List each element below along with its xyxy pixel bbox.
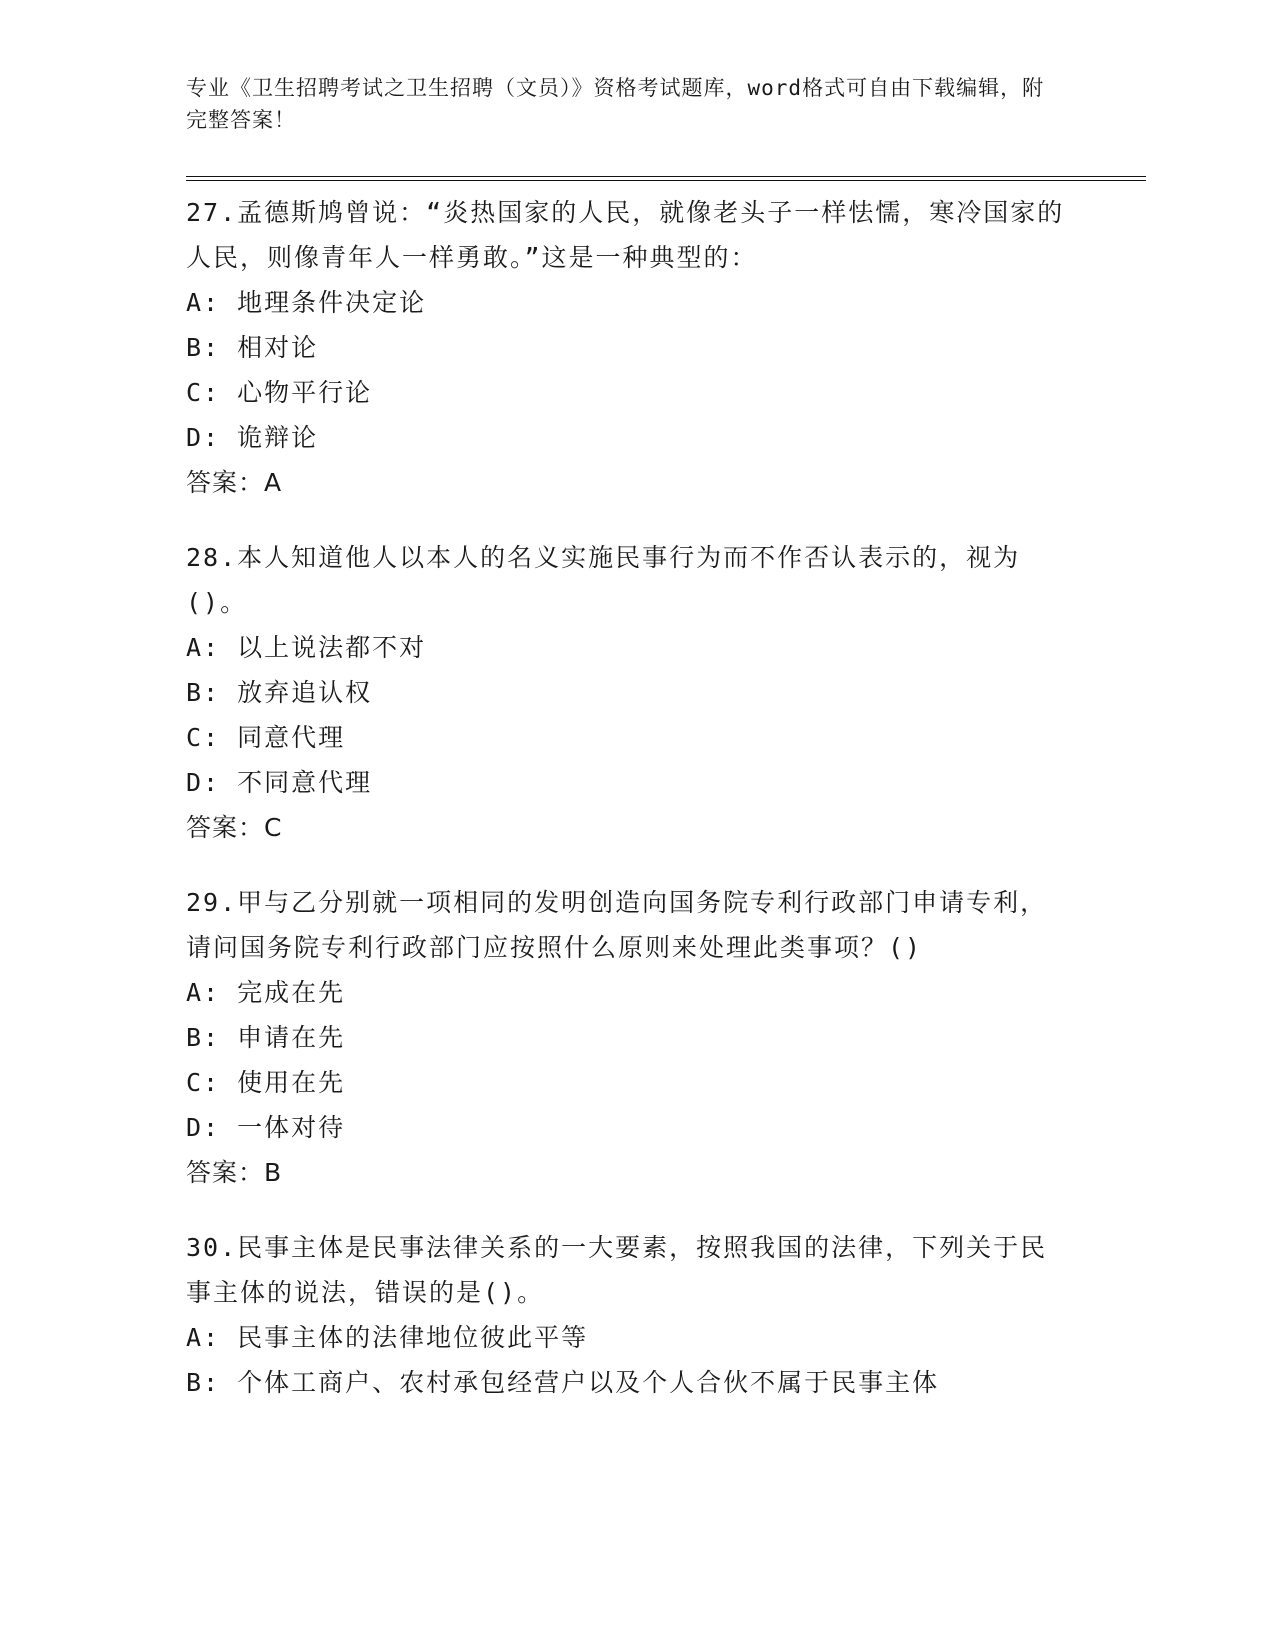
option-c: C: 心物平行论	[186, 378, 373, 407]
question-list	[186, 190, 1066, 1435]
option-b: B: 相对论	[186, 333, 319, 362]
question-28	[186, 535, 1066, 850]
answer-line	[186, 805, 1066, 850]
option-d: D: 诡辩论	[186, 423, 319, 452]
option-c: C: 同意代理	[186, 723, 346, 752]
question-30	[186, 1225, 1066, 1405]
option-b: B: 放弃追认权	[186, 678, 373, 707]
question-29	[186, 880, 1066, 1195]
option-a: A: 民事主体的法律地位彼此平等	[186, 1323, 589, 1352]
option-c: C: 使用在先	[186, 1068, 346, 1097]
option-b: B: 申请在先	[186, 1023, 346, 1052]
answer-line	[186, 460, 1066, 505]
answer-value: A	[264, 468, 282, 497]
question-stem: 29.甲与乙分别就一项相同的发明创造向国务院专利行政部门申请专利，请问国务院专利行政部门应按照什么原则来处理此类事项？()	[186, 888, 1048, 962]
option-d: D: 不同意代理	[186, 768, 373, 797]
answer-line	[186, 1150, 1066, 1195]
question-stem: 28.本人知道他人以本人的名义实施民事行为而不作否认表示的，视为()。	[186, 543, 1021, 617]
answer-value: B	[264, 1158, 282, 1187]
option-a: A: 以上说法都不对	[186, 633, 427, 662]
question-27	[186, 190, 1066, 505]
question-stem: 27.孟德斯鸠曾说：“炎热国家的人民，就像老头子一样怯懦，寒冷国家的人民，则像青年人一样勇敢。”这是一种典型的：	[186, 198, 1065, 272]
answer-label: 答案：	[186, 1158, 265, 1187]
document-header: 专业《卫生招聘考试之卫生招聘（文员）》资格考试题库，word格式可自由下载编辑，附完整答案！	[186, 76, 1045, 132]
option-d: D: 一体对待	[186, 1113, 346, 1142]
question-stem: 30.民事主体是民事法律关系的一大要素，按照我国的法律，下列关于民事主体的说法，错误的是()。	[186, 1233, 1048, 1307]
answer-label: 答案：	[186, 813, 265, 842]
header-divider	[186, 176, 1146, 181]
option-a: A: 完成在先	[186, 978, 346, 1007]
option-b: B: 个体工商户、农村承包经营户以及个人合伙不属于民事主体	[186, 1368, 940, 1397]
option-a: A: 地理条件决定论	[186, 288, 427, 317]
answer-label: 答案：	[186, 468, 265, 497]
answer-value: C	[264, 813, 282, 842]
